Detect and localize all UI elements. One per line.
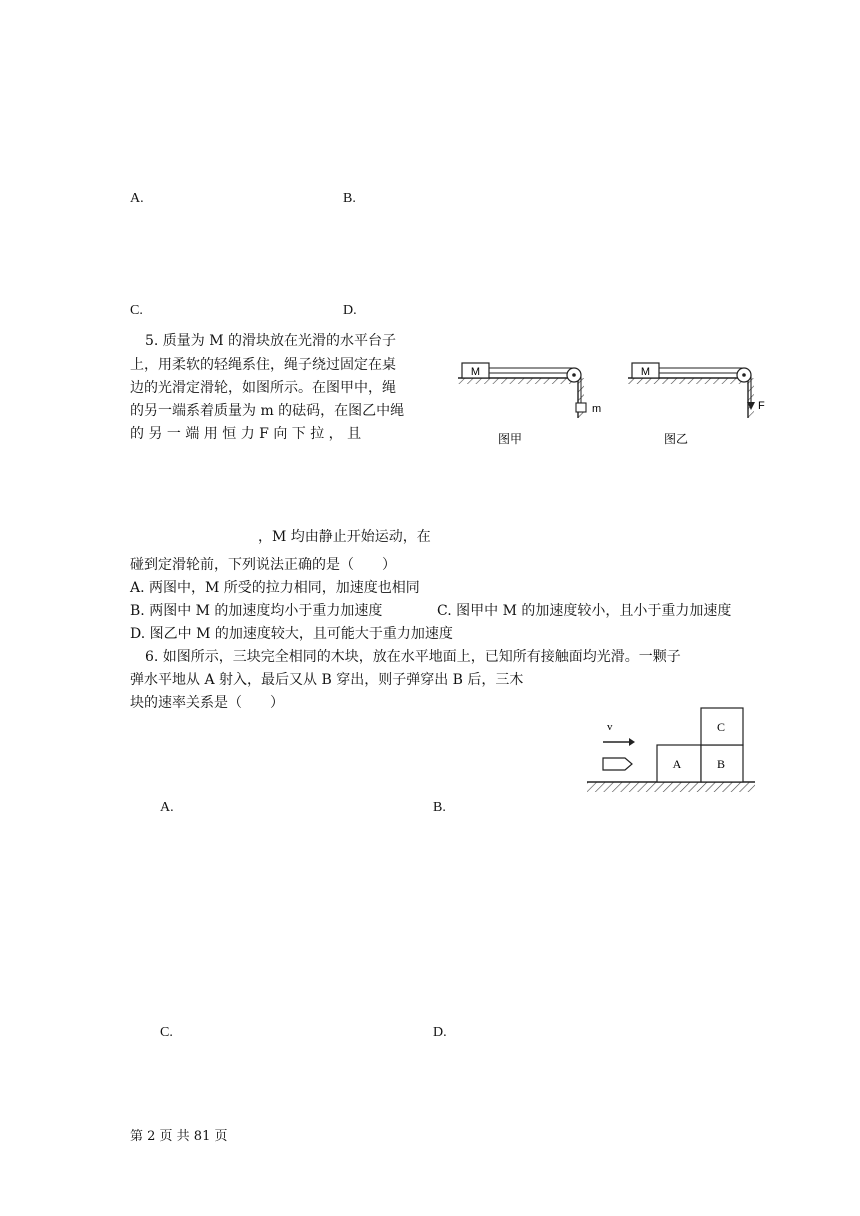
- caption-yi: 图乙: [663, 432, 689, 446]
- velocity-label: v: [607, 721, 613, 733]
- q4-option-c: C.: [130, 303, 143, 318]
- q5-line-6: ，M 均由静止开始运动，在: [258, 529, 431, 545]
- block-m-label-2: M: [640, 366, 651, 378]
- q5-figure: [450, 350, 790, 455]
- force-label: F: [758, 400, 765, 412]
- q6-option-b: B.: [433, 800, 446, 815]
- q5-line-4: 的另一端系着质量为 m 的砝码，在图乙中绳: [130, 403, 405, 419]
- q4-option-b: B.: [343, 191, 356, 206]
- figure-jia: [458, 363, 601, 446]
- q6-line-1: 6. 如图所示，三块完全相同的木块，放在水平地面上，已知所有接触面均光滑。一颗子: [145, 649, 681, 665]
- page-footer: 第 2 页 共 81 页: [130, 1129, 228, 1144]
- q5-option-b: B. 两图中 M 的加速度均小于重力加速度: [130, 603, 383, 619]
- q6-option-d: D.: [433, 1025, 447, 1040]
- q5-line-1: 5. 质量为 M 的滑块放在光滑的水平台子: [145, 333, 397, 349]
- q5-line-3: 边的光滑定滑轮，如图所示。在图甲中，绳: [130, 380, 396, 396]
- q4-option-d: D.: [343, 303, 357, 318]
- q6-option-c: C.: [160, 1025, 173, 1040]
- weight-m: [576, 403, 586, 412]
- block-a-label: A: [672, 757, 682, 771]
- q6-figure: [585, 700, 757, 800]
- q5-option-c: C. 图甲中 M 的加速度较小，且小于重力加速度: [437, 603, 732, 619]
- q4-option-a: A.: [130, 191, 144, 206]
- q5-option-d: D. 图乙中 M 的加速度较大，且可能大于重力加速度: [130, 626, 453, 642]
- weight-label: m: [592, 403, 602, 415]
- q5-line-2: 上，用柔软的轻绳系住，绳子绕过固定在桌: [130, 357, 396, 373]
- q5-line-5: 的 另 一 端 用 恒 力 F 向 下 拉 ， 且: [130, 426, 362, 442]
- q5-line-7: 碰到定滑轮前，下列说法正确的是（ ）: [130, 557, 396, 573]
- q6-option-a: A.: [160, 800, 174, 815]
- q5-option-a: A. 两图中，M 所受的拉力相同，加速度也相同: [130, 580, 420, 596]
- q6-line-2: 弹水平地从 A 射入，最后又从 B 穿出，则子弹穿出 B 后，三木: [130, 672, 524, 688]
- figure-yi: [628, 363, 765, 446]
- caption-jia: 图甲: [497, 432, 523, 446]
- bullet-icon: [603, 758, 632, 770]
- block-c-label: C: [716, 720, 726, 734]
- block-m-label: M: [470, 366, 481, 378]
- q6-line-3: 块的速率关系是（ ）: [130, 695, 284, 711]
- block-b-label: B: [716, 757, 726, 771]
